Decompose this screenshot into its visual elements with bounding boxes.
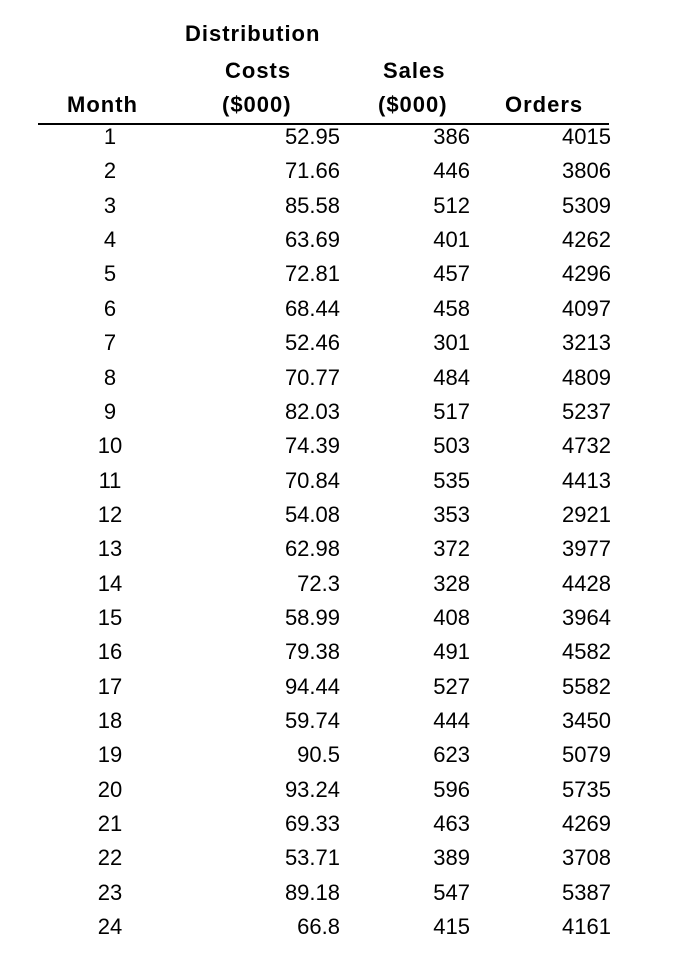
cell-orders: 5387 <box>562 879 611 905</box>
cell-sales: 444 <box>433 708 470 733</box>
cell-month: 17 <box>97 673 123 699</box>
cell-sales: 623 <box>433 742 470 768</box>
cell-month: 24 <box>97 914 123 940</box>
cell-orders: 2921 <box>562 501 611 527</box>
cell-sales: 527 <box>433 673 470 699</box>
cell-distribution-cost: 71.66 <box>284 158 340 184</box>
cell-sales: 517 <box>433 398 470 424</box>
cell-orders: 4582 <box>562 639 611 665</box>
cell-sales: 401 <box>433 227 470 253</box>
cell-sales: 596 <box>433 776 470 802</box>
cell-month: 6 <box>103 295 117 321</box>
cell-sales: 389 <box>433 845 470 871</box>
cell-orders: 4732 <box>562 433 611 459</box>
cell-sales: 328 <box>433 570 470 596</box>
cell-month: 15 <box>97 604 123 630</box>
header-sales-line2: ($000) <box>378 92 448 117</box>
cell-month: 16 <box>97 639 123 665</box>
header-orders: Orders <box>505 92 584 117</box>
cell-distribution-cost: 59.74 <box>284 708 340 733</box>
cell-month: 3 <box>103 192 117 218</box>
cell-sales: 535 <box>433 467 470 493</box>
cell-orders: 4161 <box>562 914 611 940</box>
cell-orders: 5309 <box>562 192 611 218</box>
cell-distribution-cost: 69.33 <box>284 811 340 836</box>
cell-month: 8 <box>103 364 117 390</box>
cell-sales: 415 <box>433 914 470 940</box>
cell-sales: 386 <box>433 124 470 149</box>
cell-distribution-cost: 82.03 <box>284 398 340 424</box>
cell-month: 12 <box>97 501 123 527</box>
cell-orders: 3708 <box>562 845 611 871</box>
cell-month: 10 <box>97 433 123 459</box>
cell-orders: 4428 <box>562 570 611 596</box>
cell-distribution-cost: 89.18 <box>284 879 340 905</box>
cell-distribution-cost: 90.5 <box>297 742 340 768</box>
cell-distribution-cost: 72.3 <box>297 570 340 596</box>
header-distribution-line2: Costs <box>225 58 292 83</box>
cell-distribution-cost: 72.81 <box>284 261 340 287</box>
cell-month: 20 <box>97 776 123 802</box>
cell-distribution-cost: 85.58 <box>284 192 340 218</box>
cell-sales: 408 <box>433 604 470 630</box>
cell-sales: 353 <box>433 501 470 527</box>
cell-sales: 446 <box>433 158 470 184</box>
header-month: Month <box>67 92 138 117</box>
cell-month: 7 <box>103 330 117 356</box>
cell-month: 21 <box>97 811 123 836</box>
cell-month: 14 <box>97 570 123 596</box>
cell-distribution-cost: 66.8 <box>297 914 340 940</box>
cell-sales: 463 <box>433 811 470 836</box>
cell-month: 9 <box>103 398 117 424</box>
cell-sales: 547 <box>433 879 470 905</box>
cell-distribution-cost: 63.69 <box>284 227 340 253</box>
cell-sales: 512 <box>433 192 470 218</box>
cell-orders: 3977 <box>562 536 611 562</box>
cell-month: 11 <box>98 467 122 493</box>
cell-distribution-cost: 54.08 <box>284 501 340 527</box>
cell-distribution-cost: 68.44 <box>284 295 340 321</box>
cell-orders: 5735 <box>562 776 611 802</box>
cell-sales: 372 <box>433 536 470 562</box>
cell-distribution-cost: 62.98 <box>284 536 340 562</box>
cell-orders: 4413 <box>562 467 611 493</box>
cell-orders: 4015 <box>562 124 611 149</box>
cell-orders: 4097 <box>562 295 611 321</box>
cell-orders: 5079 <box>562 742 611 768</box>
cell-sales: 484 <box>433 364 470 390</box>
cell-distribution-cost: 74.39 <box>284 433 340 459</box>
header-sales-line1: Sales <box>383 58 446 83</box>
cell-distribution-cost: 52.95 <box>284 124 340 149</box>
cell-orders: 3806 <box>562 158 611 184</box>
cell-distribution-cost: 79.38 <box>284 639 340 665</box>
cell-distribution-cost: 53.71 <box>284 845 340 871</box>
cell-sales: 458 <box>433 295 470 321</box>
cell-distribution-cost: 52.46 <box>284 330 340 356</box>
cell-month: 1 <box>103 124 117 149</box>
cell-orders: 4262 <box>562 227 611 253</box>
cell-month: 5 <box>103 261 117 287</box>
cell-orders: 5582 <box>562 673 611 699</box>
cell-month: 2 <box>103 158 117 184</box>
header-distribution-line1: Distribution <box>185 21 321 46</box>
cell-orders: 3213 <box>562 330 611 356</box>
cell-month: 18 <box>97 708 123 733</box>
cell-orders: 4809 <box>562 364 611 390</box>
cell-orders: 3450 <box>562 708 611 733</box>
cell-distribution-cost: 94.44 <box>284 673 340 699</box>
cell-distribution-cost: 70.77 <box>284 364 340 390</box>
cell-sales: 503 <box>433 433 470 459</box>
cell-distribution-cost: 58.99 <box>284 604 340 630</box>
cell-sales: 457 <box>433 261 470 287</box>
cell-month: 23 <box>97 879 123 905</box>
cell-orders: 3964 <box>562 604 611 630</box>
cell-sales: 301 <box>433 330 470 356</box>
cell-orders: 5237 <box>562 398 611 424</box>
cell-month: 22 <box>97 845 123 871</box>
cell-distribution-cost: 93.24 <box>284 776 340 802</box>
cell-month: 19 <box>97 742 123 768</box>
cell-month: 13 <box>97 536 123 562</box>
cell-sales: 491 <box>433 639 470 665</box>
cell-month: 4 <box>103 227 117 253</box>
cell-distribution-cost: 70.84 <box>284 467 340 493</box>
cell-orders: 4269 <box>562 811 611 836</box>
cell-orders: 4296 <box>562 261 611 287</box>
header-distribution-line3: ($000) <box>222 92 292 117</box>
